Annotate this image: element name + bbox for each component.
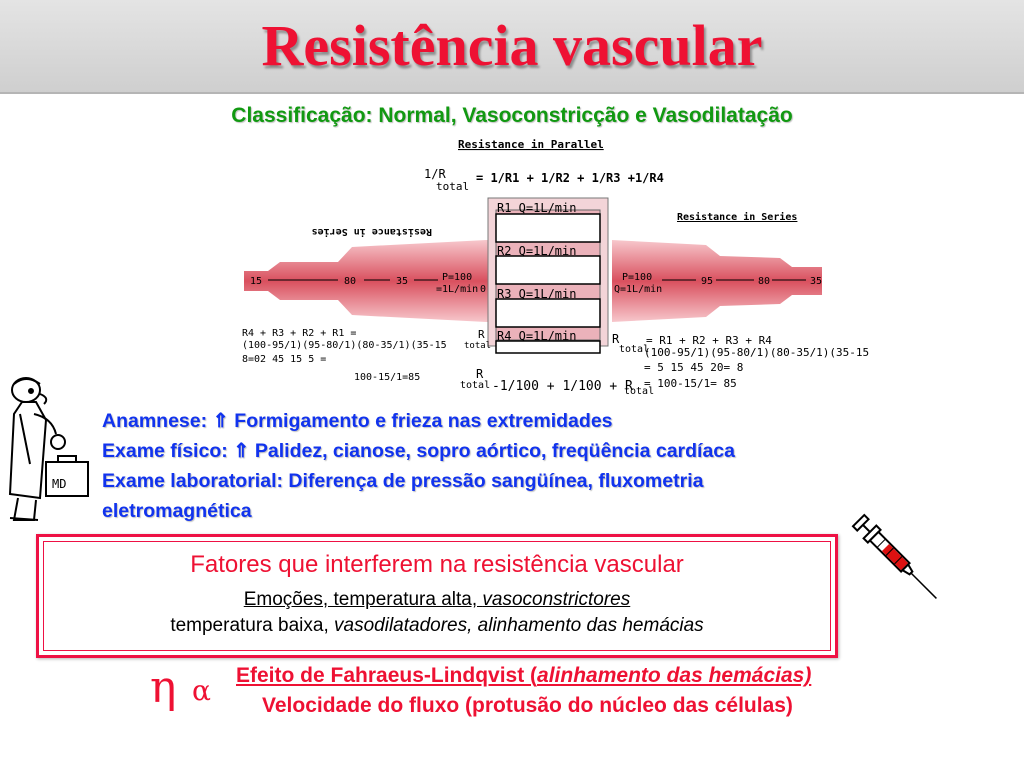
r3-channel xyxy=(496,299,600,327)
factors-box xyxy=(36,534,838,658)
left-tip-label: 15 xyxy=(250,276,263,287)
left-mid-label: 80 xyxy=(344,276,357,287)
factors-line1-plain: Emoções, temperatura alta, xyxy=(243,589,483,610)
factors-line2-plain: temperatura baixa, xyxy=(170,615,335,636)
left-eq-line1: R4 + R3 + R2 + R1 = xyxy=(242,328,357,339)
formula-top-lhs: 1/R xyxy=(424,167,446,181)
left-eq-r: R xyxy=(478,328,485,341)
parallel-row-r2: R2 Q=1L/min xyxy=(497,244,577,258)
exame-lab-line-2: eletromagnética xyxy=(102,500,252,522)
exame-fisico-line: Exame físico: ⇑ Palidez, cianose, sopro aórtico, freqüência cardíaca xyxy=(102,440,735,462)
left-end-label: 35 xyxy=(396,276,409,287)
left-eq-line3: 8=02 45 15 5 = xyxy=(242,354,327,365)
exame-lab-line-1: Exame laboratorial: Diferença de pressão sangüínea, fluxometria xyxy=(102,470,704,492)
bottom-formula: -1/100 + 1/100 + R xyxy=(492,379,633,394)
right-eq-r: R xyxy=(612,332,620,346)
anamnese-line: Anamnese: ⇑ Formigamento e frieza nas extremidades xyxy=(102,410,613,432)
slide-subtitle: Classificação: Normal, Vasoconstricção e Vasodilatação xyxy=(231,104,793,127)
left-eq-sub: total xyxy=(464,341,492,351)
right-end-label: 80 xyxy=(758,276,771,287)
right-eq-line3: = 5 15 45 20= 8 xyxy=(644,361,744,374)
alpha-symbol: α xyxy=(192,674,211,707)
slide-title: Resistência vascular xyxy=(261,13,763,78)
right-eq-line4: = 100-15/1= 85 xyxy=(644,377,737,390)
left-p-label: P=100 xyxy=(442,272,473,283)
factors-title: Fatores que interferem na resistência vascular xyxy=(190,551,684,578)
velocity-line: Velocidade do fluxo (protusão do núcleo das células) xyxy=(262,694,793,717)
parallel-row-r1: R1 Q=1L/min xyxy=(497,201,577,215)
factors-line1-italic: vasoconstrictores xyxy=(482,589,631,610)
factors-line-1 xyxy=(39,589,835,611)
syringe-icon xyxy=(846,508,942,604)
left-eq-line2: (100-95/1)(95-80/1)(80-35/1)(35-15 xyxy=(242,340,447,351)
left-zero-label: 0 xyxy=(480,284,487,295)
svg-text:MD: MD xyxy=(52,477,67,491)
bottom-left-r: R xyxy=(476,367,484,381)
eta-symbol: η xyxy=(150,662,177,713)
left-eq-line4: 100-15/1=85 xyxy=(354,372,421,383)
series-heading: Resistance in Series xyxy=(677,212,798,223)
parallel-row-r3: R3 Q=1L/min xyxy=(497,287,577,301)
parallel-heading: Resistance in Parallel xyxy=(458,138,604,151)
bottom-formula-sub: total xyxy=(624,386,655,396)
formula-top-sub: total xyxy=(436,180,470,193)
bottom-left-sub: total xyxy=(460,380,491,391)
doctor-cartoon-icon xyxy=(0,374,100,524)
right-q-label: Q=1L/min xyxy=(614,284,663,295)
right-tip-label: 35 xyxy=(810,276,823,287)
factors-line-2 xyxy=(39,615,835,637)
r1-channel xyxy=(496,214,600,242)
resistance-diagram xyxy=(240,134,890,396)
parallel-row-r4: R4 Q=1L/min xyxy=(497,329,577,343)
formula-top-rhs: = 1/R1 + 1/R2 + 1/R3 +1/R4 xyxy=(476,171,664,185)
fahraeus-plain: Efeito de Fahraeus-Lindqvist ( xyxy=(236,664,538,687)
right-eq-line1: = R1 + R2 + R3 + R4 xyxy=(646,334,772,347)
fahraeus-italic: alinhamento das hemácias) xyxy=(537,664,812,687)
fahraeus-line xyxy=(236,664,811,688)
r2-channel xyxy=(496,256,600,284)
right-eq-sub: total xyxy=(619,344,650,355)
right-eq-line2: (100-95/1)(95-80/1)(80-35/1)(35-15 xyxy=(644,346,870,359)
left-q-label: =1L/min xyxy=(436,284,479,295)
factors-line2-italic: vasodilatadores, alinhamento das hemácias xyxy=(334,615,704,636)
series-heading-mirrored: Resistance in Series xyxy=(311,226,432,237)
right-mid-label: 95 xyxy=(701,276,714,287)
right-p-label: P=100 xyxy=(622,272,653,283)
exams-block xyxy=(102,406,862,526)
